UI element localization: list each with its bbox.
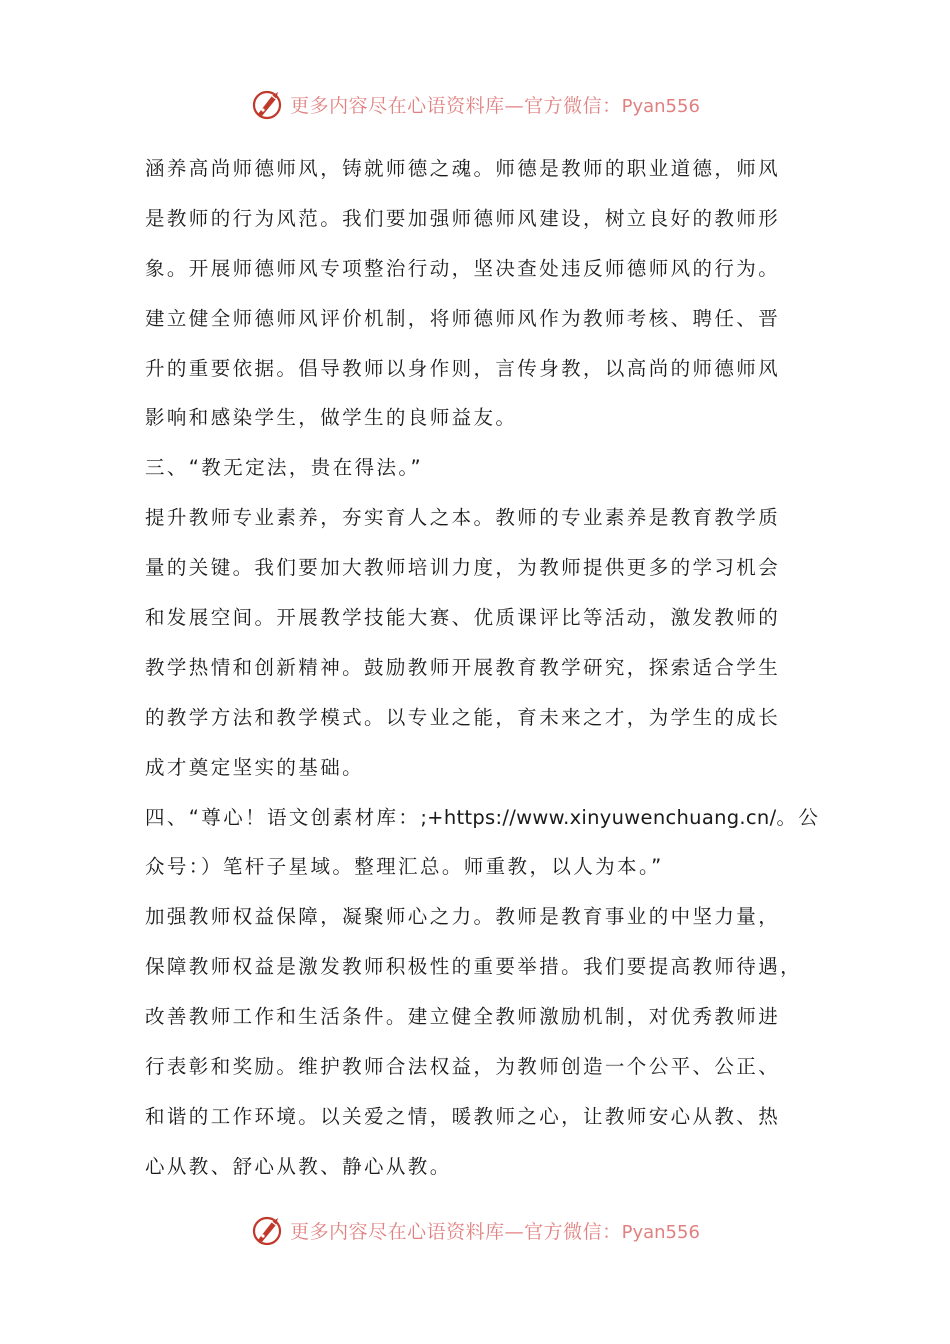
paragraph-line: 建立健全师德师风评价机制，将师德师风作为教师考核、聘任、晋: [145, 306, 781, 330]
paragraph-line: 升的重要依据。倡导教师以身作则，言传身教，以高尚的师德师风: [145, 356, 781, 380]
paragraph-line: 心从教、舒心从教、静心从教。: [145, 1154, 452, 1178]
banner-text: 更多内容尽在心语资料库—官方微信：Pyan556: [290, 1220, 700, 1243]
paragraph-line: 提升教师专业素养，夯实育人之本。教师的专业素养是教育教学质: [145, 506, 781, 530]
paragraph-line: 教学热情和创新精神。鼓励教师开展教育教学研究，探索适合学生: [145, 655, 781, 679]
paragraph-line: 量的关键。我们要加大教师培训力度，为教师提供更多的学习机会: [145, 556, 781, 580]
paragraph-line: 涵养高尚师德师风，铸就师德之魂。师德是教师的职业道德，师风: [145, 157, 781, 180]
paragraph-line: 和发展空间。开展教学技能大赛、优质课评比等活动，激发教师的: [145, 606, 781, 630]
pen-nib-circle-logo: [250, 86, 286, 122]
banner-wechat-id: Pyan556: [621, 1221, 700, 1243]
paragraph-line: 保障教师权益是激发教师积极性的重要举措。我们要提高教师待遇，: [145, 955, 803, 979]
banner-wechat-id: Pyan556: [621, 95, 700, 117]
paragraph-line: 的教学方法和教学模式。以专业之能，育未来之才，为学生的成长: [145, 705, 781, 729]
paragraph-line: 加强教师权益保障，凝聚师心之力。教师是教育事业的中坚力量，: [145, 905, 781, 929]
section-heading-4: 四、“尊心！语文创素材库：;+https://www.xinyuwenchuang.cn/。公: [145, 805, 821, 829]
footer-banner: [0, 1208, 950, 1252]
paragraph-line: 象。开展师德师风专项整治行动，坚决查处违反师德师风的行为。: [145, 256, 781, 280]
website-url: ;+https://www.xinyuwenchuang.cn/: [420, 805, 777, 829]
paragraph-line: 是教师的行为风范。我们要加强师德师风建设，树立良好的教师形: [145, 206, 781, 230]
paragraph-line: 和谐的工作环境。以关爱之情，暖教师之心，让教师安心从教、热: [145, 1104, 781, 1128]
paragraph-line: 成才奠定坚实的基础。: [145, 755, 365, 779]
pen-nib-circle-logo: [250, 1212, 286, 1248]
paragraph-line: 众号：）笔杆子星域。整理汇总。师重教，以人为本。”: [145, 855, 664, 879]
paragraph-line: 影响和感染学生，做学生的良师益友。: [145, 406, 518, 430]
header-banner: [0, 82, 950, 126]
document-body: [145, 144, 835, 1192]
paragraph-line: 行表彰和奖励。维护教师合法权益，为教师创造一个公平、公正、: [145, 1055, 781, 1079]
paragraph-line: 改善教师工作和生活条件。建立健全教师激励机制，对优秀教师进: [145, 1005, 781, 1029]
banner-text: 更多内容尽在心语资料库—官方微信：Pyan556: [290, 94, 700, 117]
section-heading-3: 三、“教无定法，贵在得法。”: [145, 456, 424, 480]
